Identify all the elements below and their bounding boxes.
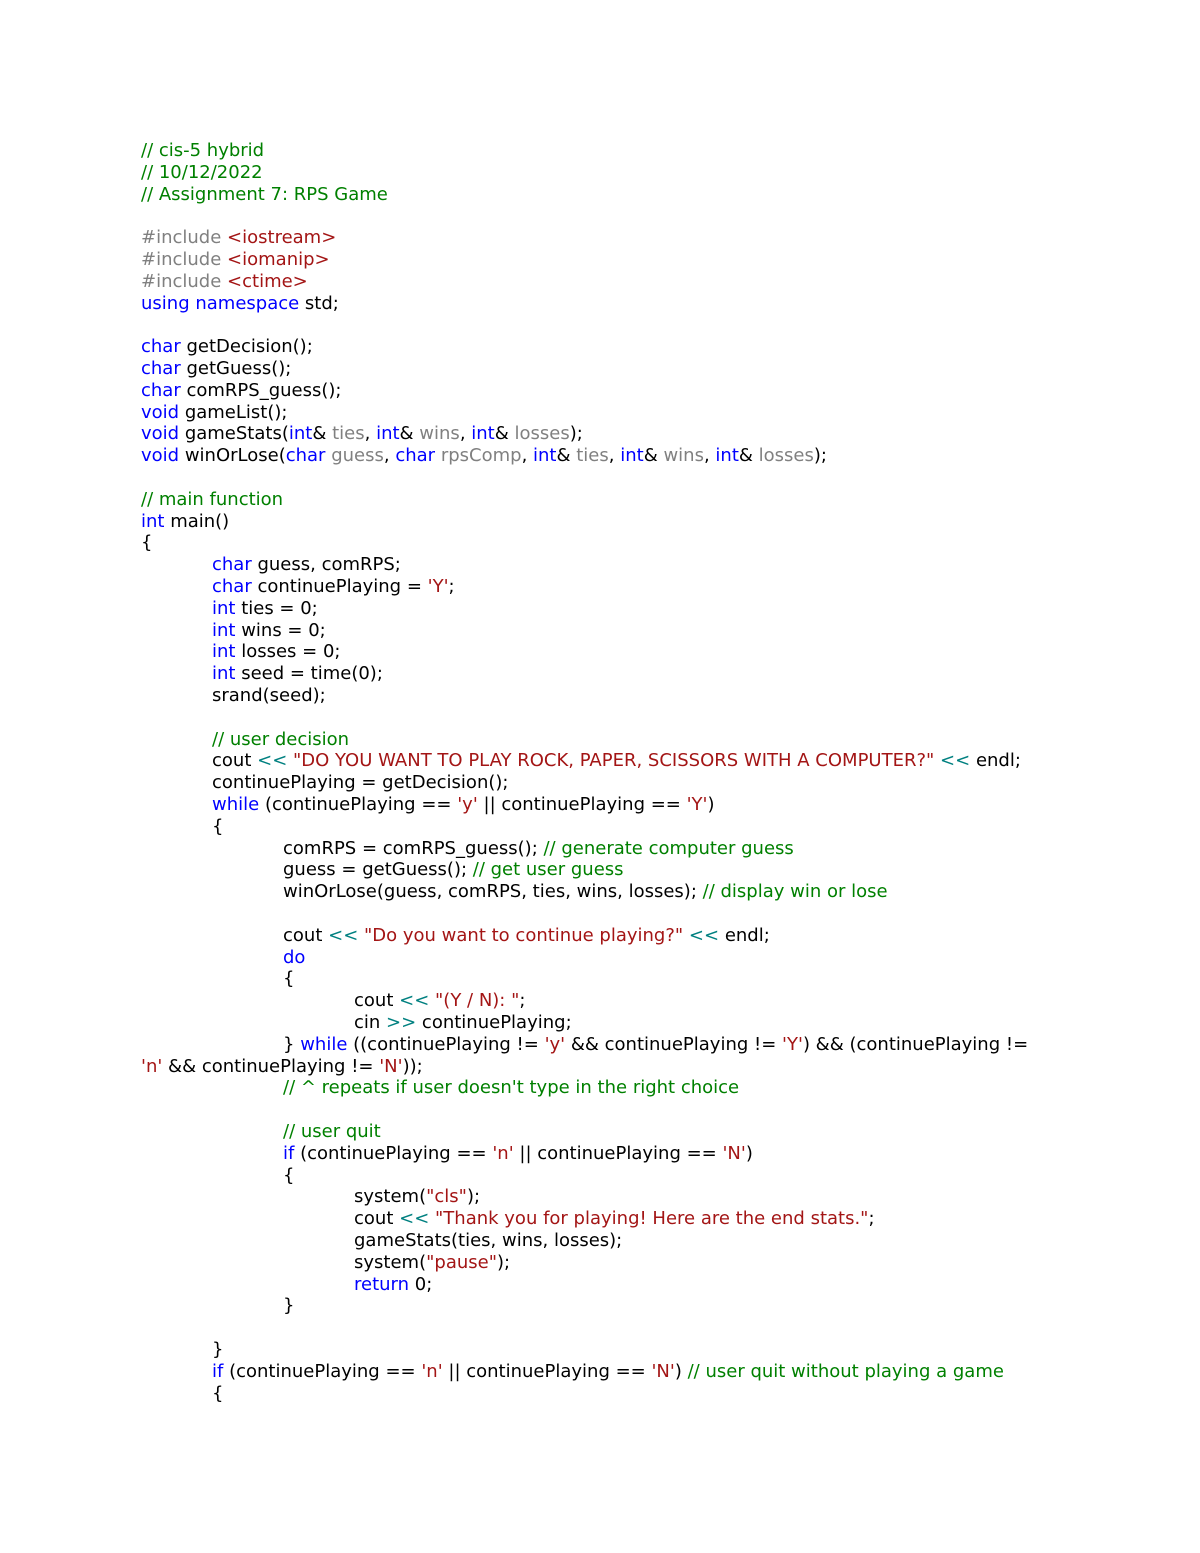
code-token-st: <iostream> bbox=[227, 227, 337, 249]
code-line bbox=[212, 1361, 1004, 1383]
code-token-pl: & bbox=[643, 445, 664, 467]
code-line bbox=[354, 990, 525, 1012]
code-token-op: << bbox=[399, 1208, 430, 1230]
code-line bbox=[141, 227, 336, 249]
code-token-kw: do bbox=[283, 946, 306, 968]
code-token-pl: ); bbox=[569, 423, 583, 445]
code-token-pl: winOrLose(guess, comRPS, ties, wins, losses); bbox=[283, 881, 703, 903]
code-token-op: << bbox=[399, 990, 430, 1012]
code-token-st: "(Y / N): " bbox=[435, 990, 520, 1012]
code-token-pl: , bbox=[703, 445, 716, 467]
code-token-pl: ties = 0; bbox=[235, 597, 318, 619]
code-token-kw: int bbox=[533, 445, 557, 467]
code-token-pl: system( bbox=[354, 1251, 427, 1273]
code-token-kw: char bbox=[141, 358, 181, 379]
code-line bbox=[141, 358, 291, 380]
code-token-cm: // ^ repeats if user doesn't type in the right choice bbox=[283, 1077, 740, 1099]
code-line bbox=[141, 380, 341, 402]
code-token-kw: char bbox=[395, 445, 436, 467]
code-token-kw: void bbox=[141, 423, 180, 445]
code-token-pl: endl; bbox=[970, 750, 1021, 772]
code-token-pl: || continuePlaying == bbox=[477, 794, 687, 815]
code-token-pr: losses bbox=[514, 423, 570, 445]
code-line bbox=[212, 1383, 223, 1405]
code-line bbox=[354, 1186, 480, 1208]
code-token-cm: // cis-5 hybrid bbox=[141, 140, 265, 161]
code-token-pl: 0; bbox=[409, 1273, 433, 1295]
code-line bbox=[212, 663, 383, 685]
code-token-pl: { bbox=[283, 968, 295, 990]
code-line bbox=[141, 423, 583, 445]
code-token-st: 'y' bbox=[544, 1033, 566, 1055]
code-line bbox=[141, 184, 388, 206]
code-token-kw: while bbox=[212, 794, 260, 815]
code-token-pr: wins bbox=[663, 445, 704, 467]
code-token-kw: void bbox=[141, 401, 180, 423]
code-token-op: << bbox=[257, 750, 288, 772]
code-token-cm: // generate computer guess bbox=[543, 837, 794, 859]
code-token-pr: rpsComp bbox=[440, 445, 522, 467]
code-token-pl: , bbox=[459, 423, 472, 445]
code-token-cm: // 10/12/2022 bbox=[141, 161, 263, 183]
code-token-pl: { bbox=[283, 1164, 295, 1186]
code-token-st: <iomanip> bbox=[227, 249, 330, 270]
code-token-cm: // user quit bbox=[283, 1121, 381, 1142]
code-token-pl: getDecision(); bbox=[180, 336, 313, 358]
code-token-pl: (continuePlaying == bbox=[294, 1142, 493, 1164]
code-token-pl: ((continuePlaying != bbox=[347, 1033, 545, 1055]
code-token-kw: int bbox=[212, 641, 236, 663]
code-line bbox=[283, 925, 770, 947]
code-token-pl: continuePlaying; bbox=[416, 1012, 572, 1033]
code-line bbox=[283, 968, 294, 990]
code-token-pl: continuePlaying = getDecision(); bbox=[212, 772, 509, 794]
code-token-pl: wins = 0; bbox=[235, 619, 326, 641]
code-token-pl: endl; bbox=[719, 924, 770, 946]
code-line bbox=[141, 445, 827, 467]
code-line bbox=[283, 838, 794, 860]
code-token-pl: ; bbox=[519, 990, 526, 1012]
code-token-pl: cout bbox=[354, 990, 400, 1012]
code-token-st: 'y' bbox=[457, 794, 478, 815]
code-line bbox=[354, 1274, 432, 1296]
code-token-kw: char bbox=[141, 379, 181, 401]
code-token-pl: { bbox=[212, 1382, 224, 1404]
code-token-pl: comRPS = comRPS_guess(); bbox=[283, 837, 544, 859]
code-token-pl: || continuePlaying == bbox=[442, 1360, 652, 1382]
code-token-pl: system( bbox=[354, 1186, 427, 1208]
code-token-kw: int bbox=[715, 445, 739, 467]
code-line bbox=[141, 249, 330, 271]
code-token-st: 'N' bbox=[722, 1142, 746, 1164]
code-token-kw: int bbox=[376, 423, 400, 445]
code-token-kw: if bbox=[283, 1142, 295, 1164]
code-token-cm: // user decision bbox=[212, 728, 350, 750]
code-token-cm: // main function bbox=[141, 488, 284, 510]
code-token-pl: srand(seed); bbox=[212, 685, 326, 706]
code-token-pr: guess bbox=[331, 445, 384, 467]
code-line bbox=[212, 641, 340, 663]
code-token-pr: wins bbox=[419, 423, 460, 445]
code-token-pl: ); bbox=[813, 445, 827, 467]
code-token-pl: && continuePlaying != bbox=[565, 1033, 783, 1055]
code-token-st: 'Y' bbox=[686, 794, 708, 815]
code-token-pl: } bbox=[212, 1339, 224, 1360]
code-token-pl: && continuePlaying != bbox=[162, 1055, 380, 1077]
code-token-st: 'N' bbox=[651, 1360, 675, 1382]
code-line bbox=[141, 271, 308, 293]
code-token-pl: & bbox=[399, 423, 420, 445]
code-token-pl: gameStats(ties, wins, losses); bbox=[354, 1230, 623, 1251]
code-token-pl: )); bbox=[402, 1055, 423, 1077]
code-token-pl: } bbox=[283, 1033, 301, 1055]
code-token-pp: #include bbox=[141, 227, 228, 249]
code-line bbox=[283, 1121, 381, 1143]
code-token-kw: void bbox=[141, 445, 180, 467]
code-token-pl: (continuePlaying == bbox=[259, 794, 458, 815]
code-token-pl: main() bbox=[164, 510, 230, 532]
code-token-st: 'n' bbox=[141, 1055, 163, 1077]
code-token-op: << bbox=[688, 924, 720, 946]
code-token-st: "cls" bbox=[426, 1186, 467, 1208]
code-token-pl: ); bbox=[496, 1251, 511, 1273]
code-line bbox=[212, 620, 326, 642]
code-line bbox=[212, 816, 223, 838]
code-token-pl: cout bbox=[212, 750, 258, 772]
code-token-pr: ties bbox=[576, 445, 609, 467]
code-token-pl: losses = 0; bbox=[235, 641, 341, 663]
code-line bbox=[141, 293, 339, 315]
code-token-pl: cout bbox=[283, 924, 329, 946]
code-token-st: 'Y' bbox=[427, 576, 449, 597]
code-line bbox=[283, 1077, 739, 1099]
code-token-op: << bbox=[328, 924, 359, 946]
code-line bbox=[354, 1230, 622, 1252]
code-token-pl: { bbox=[212, 815, 224, 837]
code-token-pl: comRPS_guess(); bbox=[180, 379, 342, 401]
code-token-kw: int bbox=[212, 663, 236, 685]
code-token-kw: int bbox=[212, 619, 236, 641]
code-token-pr: ties bbox=[332, 423, 365, 445]
code-token-st: "pause" bbox=[426, 1251, 497, 1273]
code-line bbox=[141, 402, 287, 424]
code-line bbox=[354, 1208, 875, 1230]
code-token-pr: losses bbox=[758, 445, 814, 467]
code-line bbox=[283, 1034, 1028, 1056]
code-token-pl: || continuePlaying == bbox=[513, 1142, 723, 1164]
code-line bbox=[212, 576, 455, 598]
code-token-pl: (continuePlaying == bbox=[223, 1360, 422, 1382]
code-token-kw: int bbox=[141, 510, 165, 532]
code-line bbox=[212, 729, 349, 751]
code-token-pp: #include bbox=[141, 270, 228, 292]
code-line bbox=[141, 532, 152, 554]
code-line bbox=[283, 1165, 294, 1187]
code-token-kw: if bbox=[212, 1360, 224, 1382]
code-token-pl: & bbox=[556, 445, 577, 467]
code-token-pl: , bbox=[383, 445, 396, 467]
code-token-pl: & bbox=[312, 423, 333, 445]
code-token-kw: char bbox=[212, 554, 252, 576]
code-token-kw: int bbox=[288, 423, 313, 445]
code-line bbox=[212, 750, 1021, 772]
code-token-kw: char bbox=[141, 336, 181, 358]
code-token-pl: } bbox=[283, 1295, 295, 1317]
code-token-pl: winOrLose( bbox=[179, 445, 286, 467]
code-line bbox=[212, 794, 715, 816]
code-token-op: >> bbox=[386, 1012, 417, 1033]
code-token-pl: ; bbox=[868, 1208, 875, 1230]
code-token-st: 'N' bbox=[379, 1055, 403, 1077]
code-line bbox=[141, 162, 263, 184]
code-token-pl: ; bbox=[448, 576, 455, 597]
code-token-st: "Thank you for playing! Here are the end stats." bbox=[435, 1208, 869, 1230]
code-token-kw: return bbox=[354, 1273, 410, 1295]
code-line bbox=[212, 598, 318, 620]
code-token-st: <ctime> bbox=[227, 270, 308, 292]
code-token-pl: ) bbox=[707, 794, 715, 815]
code-token-pl: continuePlaying = bbox=[251, 576, 428, 597]
code-line bbox=[141, 336, 313, 358]
code-token-kw: int bbox=[212, 597, 236, 619]
code-token-kw: char bbox=[285, 445, 326, 467]
code-line bbox=[141, 140, 264, 162]
code-token-st: 'n' bbox=[421, 1360, 443, 1382]
code-token-pl: cout bbox=[354, 1208, 400, 1230]
code-line bbox=[283, 859, 624, 881]
code-token-pl: ) && (continuePlaying != bbox=[802, 1033, 1029, 1055]
code-token-pl: , bbox=[608, 445, 621, 467]
code-token-pl: , bbox=[521, 445, 534, 467]
code-line bbox=[141, 1056, 423, 1078]
code-token-pl: & bbox=[738, 445, 759, 467]
code-token-st: 'Y' bbox=[782, 1033, 803, 1055]
code-token-pl: guess = getGuess(); bbox=[283, 859, 473, 881]
code-token-cm: // get user guess bbox=[472, 859, 624, 881]
code-token-pl: ) bbox=[745, 1142, 753, 1164]
code-token-pl: , bbox=[364, 423, 377, 445]
code-token-pl: gameStats( bbox=[179, 423, 289, 445]
code-token-pl: getGuess(); bbox=[180, 358, 292, 379]
code-token-cm: // user quit without playing a game bbox=[687, 1360, 1004, 1382]
code-line bbox=[283, 947, 305, 969]
code-token-cm: // display win or lose bbox=[702, 881, 888, 903]
code-token-kw: char bbox=[212, 576, 252, 597]
code-token-st: "Do you want to continue playing?" bbox=[364, 924, 684, 946]
code-line bbox=[283, 1295, 294, 1317]
code-token-pl: ); bbox=[466, 1186, 481, 1208]
code-token-pl: & bbox=[494, 423, 515, 445]
code-line bbox=[141, 489, 283, 511]
code-line bbox=[212, 685, 326, 707]
code-line bbox=[212, 1339, 223, 1361]
code-token-cm: // Assignment 7: RPS Game bbox=[141, 183, 388, 205]
code-token-st: "DO YOU WANT TO PLAY ROCK, PAPER, SCISSORS WITH A COMPUTER?" bbox=[293, 750, 935, 772]
code-token-kw: int bbox=[471, 423, 495, 445]
code-line bbox=[283, 881, 888, 903]
code-line bbox=[212, 772, 508, 794]
code-token-kw: using namespace bbox=[141, 292, 300, 314]
code-token-pl: cin bbox=[354, 1012, 387, 1033]
code-token-pl: seed = time(0); bbox=[235, 663, 383, 685]
code-token-pl: ) bbox=[674, 1360, 688, 1382]
code-line bbox=[354, 1252, 510, 1274]
code-line bbox=[283, 1143, 753, 1165]
code-line bbox=[141, 511, 229, 533]
code-token-pl: { bbox=[141, 532, 153, 554]
code-line bbox=[212, 554, 401, 576]
code-token-pl: gameList(); bbox=[179, 401, 288, 423]
code-token-op: << bbox=[940, 750, 971, 772]
code-line bbox=[354, 1012, 572, 1034]
code-token-kw: int bbox=[620, 445, 644, 467]
code-token-kw: while bbox=[300, 1033, 348, 1055]
code-token-pl: guess, comRPS; bbox=[251, 554, 401, 576]
code-token-pl: std; bbox=[299, 292, 339, 314]
code-token-st: 'n' bbox=[492, 1142, 514, 1164]
code-token-pp: #include bbox=[141, 249, 228, 270]
